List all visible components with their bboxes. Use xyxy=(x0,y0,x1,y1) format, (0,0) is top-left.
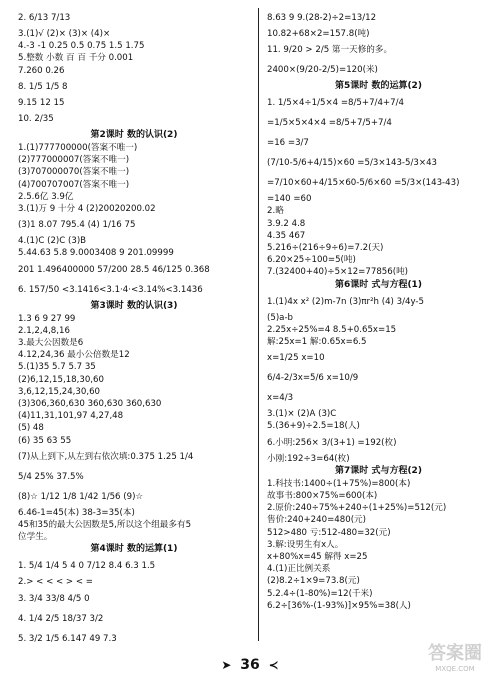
answer-line: (5)a-b xyxy=(267,312,293,323)
section-heading: 第4课时 数的运算(1) xyxy=(90,544,178,555)
answer-line: 6.2÷[36%-(1-93%)]×95%=38(人) xyxy=(267,600,411,611)
answer-line: 5.(1)35 5.7 5.7 35 xyxy=(18,362,96,373)
answer-line: (2)6,12,15,18,30,60 xyxy=(18,374,104,385)
answer-line: (7)从上到下,从左到右依次填:0.375 1.25 1/4 xyxy=(18,451,194,462)
section-heading: 第2课时 数的认识(2) xyxy=(90,130,178,141)
answer-line: 5.44.63 5.8 9.0003408 9 201.09999 xyxy=(18,248,174,259)
answer-line: (3)1 8.07 795.4 (4) 1/16 75 xyxy=(18,220,136,231)
left-column xyxy=(18,8,250,644)
answer-line: x=4/3 xyxy=(267,393,294,404)
answer-line: 3.(1)万 9 十分 4 (2)20020200.02 xyxy=(18,204,156,215)
answer-line: 解:25x=1 解:0.65x=6.5 xyxy=(267,337,367,348)
answer-line: 5.(36+9)÷2.5=18(人) xyxy=(267,421,360,432)
answer-line: (2)8.2÷1×9=73.8(元) xyxy=(267,576,360,587)
answer-line: =140 =60 xyxy=(267,194,312,205)
answer-line: 1. 5/4 1/4 5 4 0 7/12 8.4 6.3 1.5 xyxy=(18,561,156,572)
answer-line: (5) 48 xyxy=(18,423,44,434)
section-heading: 第7课时 式与方程(2) xyxy=(335,465,422,476)
answer-line: 4.(1)正比例关系 xyxy=(267,564,331,575)
answer-line: 4. 1/4 2/5 18/37 3/2 xyxy=(18,613,104,624)
answer-line: 2. 6/13 7/13 xyxy=(18,13,71,23)
answer-line: 4.(1)C (2)C (3)B xyxy=(18,236,87,247)
answer-line: 4.12,24,36 最小公倍数是12 xyxy=(18,350,130,361)
answer-line: 位学生。 xyxy=(18,532,53,543)
answer-line: (4)11,31,101,97 4,27,48 xyxy=(18,411,124,422)
answer-line: 4.35 467 xyxy=(267,230,306,241)
answer-line: 4.-3 -1 0.25 0.5 0.75 1.5 1.75 xyxy=(18,41,145,52)
watermark-url: MXQE.COM xyxy=(435,665,475,673)
answer-line: x+80%x=45 解得 x=25 xyxy=(267,552,368,563)
answer-line: 5.2.4÷(1-80%)=12(千米) xyxy=(267,588,373,599)
answer-line: 5.整数 小数 百 百 千分 0.001 xyxy=(18,53,134,64)
answer-line: 10. 2/35 xyxy=(18,114,54,125)
answer-line: 6/4-2/3x=5/6 x=10/9 xyxy=(267,373,359,384)
answer-line: 11. 9/20 > 2/5 第一天修的多。 xyxy=(267,45,393,56)
answer-line: 1.(1)4x x² (2)m-7n (3)πr²h (4) 3/4y-5 xyxy=(267,296,424,307)
watermark-logo xyxy=(414,643,496,681)
left-arrow-icon: ➤ xyxy=(221,658,232,672)
answer-line: 2.25x÷25%=4 8.5+0.65x=15 xyxy=(267,324,397,335)
answer-line: 2.1,2,4,8,16 xyxy=(18,325,70,336)
answer-line: (2)777000007(答案不唯一) xyxy=(18,155,130,166)
answer-line: (4)700707007(答案不唯一) xyxy=(18,179,130,190)
answer-line: 9.15 12 15 xyxy=(18,97,65,108)
answer-line: 6. 157/50 <3.1416<3.1·4·<3.14%<3.1436 xyxy=(18,284,203,295)
answer-line: 8.63 9 9.(28-2)÷2=13/12 xyxy=(267,13,377,23)
answer-line: (6) 35 63 55 xyxy=(18,435,72,446)
answer-line: 2.> < < < > < = xyxy=(18,577,93,588)
answer-line: 3.9.2 4.8 xyxy=(267,218,306,229)
answer-line: 小刚:192÷3=64(枚) xyxy=(267,453,350,464)
section-heading: 第3课时 数的认识(3) xyxy=(90,300,178,311)
answer-line: 8. 1/5 1/5 8 xyxy=(18,81,68,92)
answer-line: 2.略 xyxy=(267,206,284,217)
answer-line: 1.3 6 9 27 99 xyxy=(18,313,76,324)
answer-line: 6.小明:256× 3/(3+1) =192(枚) xyxy=(267,437,397,448)
answer-line: 2.原价:240÷75%+240÷(1+25%)=512(元) xyxy=(267,503,447,514)
answer-line: (3)707000070(答案不唯一) xyxy=(18,167,130,178)
answer-line: =16 =3/7 xyxy=(267,138,309,149)
answer-line: (8)☆ 1/12 1/8 1/42 1/56 (9)☆ xyxy=(18,491,144,502)
answer-line: 3.(1)√ (2)× (3)× (4)× xyxy=(18,29,111,39)
answer-line: 45和35的最大公因数是5,所以这个组最多有5 xyxy=(18,520,192,531)
answer-line: 1.科技书:1400÷(1+75%)=800(本) xyxy=(267,478,411,489)
answer-line: 10.82+68×2=157.8(吨) xyxy=(267,29,370,39)
answer-line: =1/5×5×4×4 =8/5+7/5+7/4 xyxy=(267,118,392,129)
answer-line: 2400×(9/20-2/5)=120(米) xyxy=(267,65,378,76)
answer-line: (7/10-5/6+4/15)×60 =5/3×143-5/3×43 xyxy=(267,158,438,169)
answer-line: 7.(32400+40)÷5×12=77856(吨) xyxy=(267,267,409,278)
answer-line: 5.216÷(216÷9÷6)=7.2(天) xyxy=(267,243,384,254)
answer-line: 3,6,12,15,24,30,60 xyxy=(18,386,101,397)
answer-line: 故事书:800×75%=600(本) xyxy=(267,491,378,502)
answer-line: 售价:240+240=480(元) xyxy=(267,515,366,526)
right-arrow-icon: ≺ xyxy=(268,658,279,672)
section-heading: 第6课时 式与方程(1) xyxy=(335,279,422,290)
watermark-text: 答案圈 xyxy=(428,643,482,664)
answer-line: 3.(1)× (2)A (3)C xyxy=(267,409,337,420)
answer-line: 7.260 0.26 xyxy=(18,65,65,76)
answer-line: 3.解:设男生有x人。 xyxy=(267,539,344,550)
answer-line: 5. 3/2 1/5 6.147 49 7.3 xyxy=(18,633,117,644)
page-number: 36 xyxy=(240,657,260,673)
right-column xyxy=(258,8,490,641)
answer-line: 6.46-1=45(本) 38-3=35(本) xyxy=(18,507,135,518)
answer-line: 6.20×25÷100=5(吨) xyxy=(267,255,356,266)
answer-line: 2.5.6亿 3.9亿 xyxy=(18,191,74,202)
answer-line: x=1/25 x=10 xyxy=(267,353,325,364)
answer-line: 1.(1)777700000(答案不唯一) xyxy=(18,143,138,154)
answer-line: 1. 1/5×4÷1/5×4 =8/5+7/4+7/4 xyxy=(267,98,404,109)
answer-line: 201 1.496400000 57/200 28.5 46/125 0.368 xyxy=(18,264,210,275)
answer-line: 3. 3/4 33/8 4/5 0 xyxy=(18,593,90,604)
answer-line: 5/4 25% 37.5% xyxy=(18,471,84,482)
answer-line: (3)306,360,630 360,630 360,630 xyxy=(18,399,162,410)
answer-line: 512>480 亏:512-480=32(元) xyxy=(267,527,391,538)
answer-line: =7/10×60+4/15×60-5/6×60 =5/3×(143-43) xyxy=(267,178,460,189)
answer-line: 3.最大公因数是6 xyxy=(18,338,84,349)
section-heading: 第5课时 数的运算(2) xyxy=(335,81,422,92)
